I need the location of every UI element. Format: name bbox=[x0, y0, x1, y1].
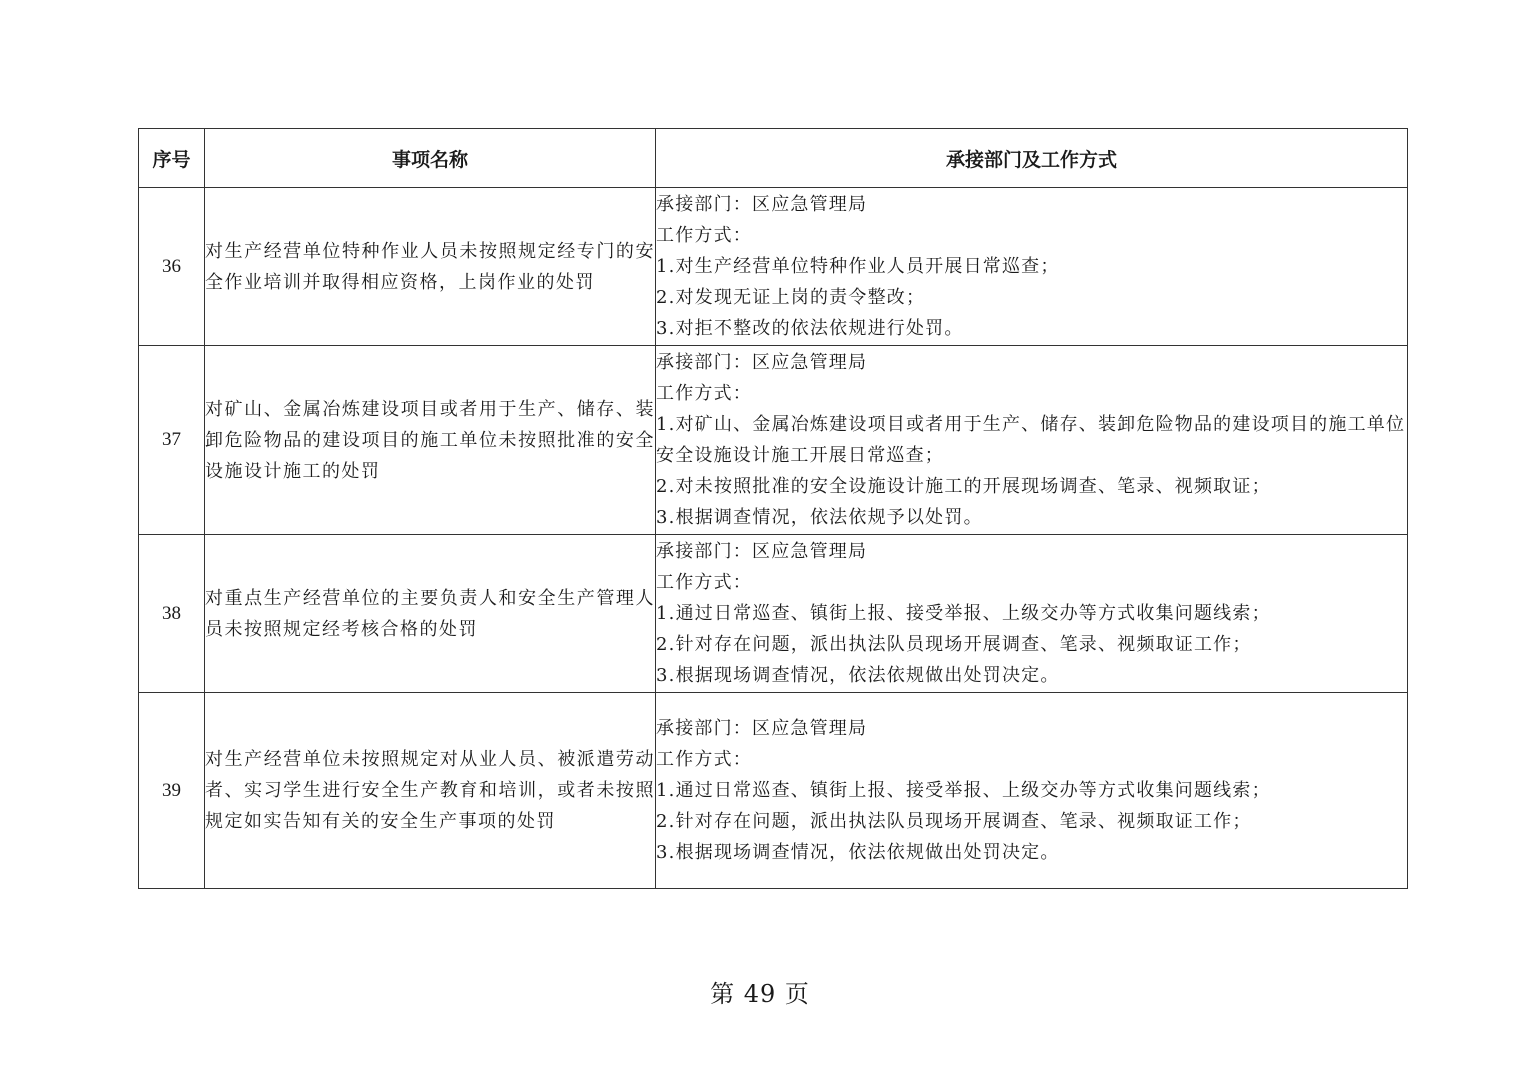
item-name: 对重点生产经营单位的主要负责人和安全生产管理人员未按照规定经考核合格的处罚 bbox=[205, 535, 656, 693]
row-number: 38 bbox=[139, 535, 205, 693]
method-step: 2.针对存在问题，派出执法队员现场开展调查、笔录、视频取证工作； bbox=[656, 634, 1252, 655]
authority-table bbox=[138, 128, 1408, 889]
method-label: 工作方式： bbox=[656, 383, 752, 404]
table-row bbox=[139, 346, 1408, 535]
header-dept-method: 承接部门及工作方式 bbox=[656, 129, 1408, 188]
row-number: 37 bbox=[139, 346, 205, 535]
page-number: 第 49 页 bbox=[710, 980, 810, 1008]
dept-method bbox=[656, 346, 1408, 535]
dept-label: 承接部门：区应急管理局 bbox=[656, 718, 868, 739]
method-step: 1.对矿山、金属冶炼建设项目或者用于生产、储存、装卸危险物品的建设项目的施工单位安全设施设计施工开展日常巡查； bbox=[656, 414, 1406, 466]
dept-method bbox=[656, 188, 1408, 346]
method-step: 3.根据现场调查情况，依法依规做出处罚决定。 bbox=[656, 842, 1060, 863]
method-step: 2.对未按照批准的安全设施设计施工的开展现场调查、笔录、视频取证； bbox=[656, 476, 1271, 497]
row-number: 36 bbox=[139, 188, 205, 346]
item-name: 对生产经营单位特种作业人员未按照规定经专门的安全作业培训并取得相应资格，上岗作业的处罚 bbox=[205, 188, 656, 346]
item-name: 对矿山、金属冶炼建设项目或者用于生产、储存、装卸危险物品的建设项目的施工单位未按照批准的安全设施设计施工的处罚 bbox=[205, 346, 656, 535]
table-row bbox=[139, 188, 1408, 346]
method-step: 1.对生产经营单位特种作业人员开展日常巡查； bbox=[656, 256, 1060, 277]
table-row bbox=[139, 535, 1408, 693]
dept-method bbox=[656, 535, 1408, 693]
header-seq: 序号 bbox=[139, 129, 205, 188]
dept-label: 承接部门：区应急管理局 bbox=[656, 194, 868, 215]
item-name: 对生产经营单位未按照规定对从业人员、被派遣劳动者、实习学生进行安全生产教育和培训，或者未按照规定如实告知有关的安全生产事项的处罚 bbox=[205, 693, 656, 889]
method-step: 2.对发现无证上岗的责令整改； bbox=[656, 287, 926, 308]
table-header-row bbox=[139, 129, 1408, 188]
dept-label: 承接部门：区应急管理局 bbox=[656, 541, 868, 562]
method-step: 3.对拒不整改的依法依规进行处罚。 bbox=[656, 318, 964, 339]
method-step: 1.通过日常巡查、镇街上报、接受举报、上级交办等方式收集问题线索； bbox=[656, 780, 1271, 801]
method-label: 工作方式： bbox=[656, 749, 752, 770]
method-step: 3.根据现场调查情况，依法依规做出处罚决定。 bbox=[656, 665, 1060, 686]
method-step: 3.根据调查情况，依法依规予以处罚。 bbox=[656, 507, 983, 528]
dept-method bbox=[656, 693, 1408, 889]
dept-label: 承接部门：区应急管理局 bbox=[656, 352, 868, 373]
header-item-name: 事项名称 bbox=[205, 129, 656, 188]
method-step: 1.通过日常巡查、镇街上报、接受举报、上级交办等方式收集问题线索； bbox=[656, 603, 1271, 624]
method-step: 2.针对存在问题，派出执法队员现场开展调查、笔录、视频取证工作； bbox=[656, 811, 1252, 832]
row-number: 39 bbox=[139, 693, 205, 889]
table-row bbox=[139, 693, 1408, 889]
method-label: 工作方式： bbox=[656, 572, 752, 593]
method-label: 工作方式： bbox=[656, 225, 752, 246]
